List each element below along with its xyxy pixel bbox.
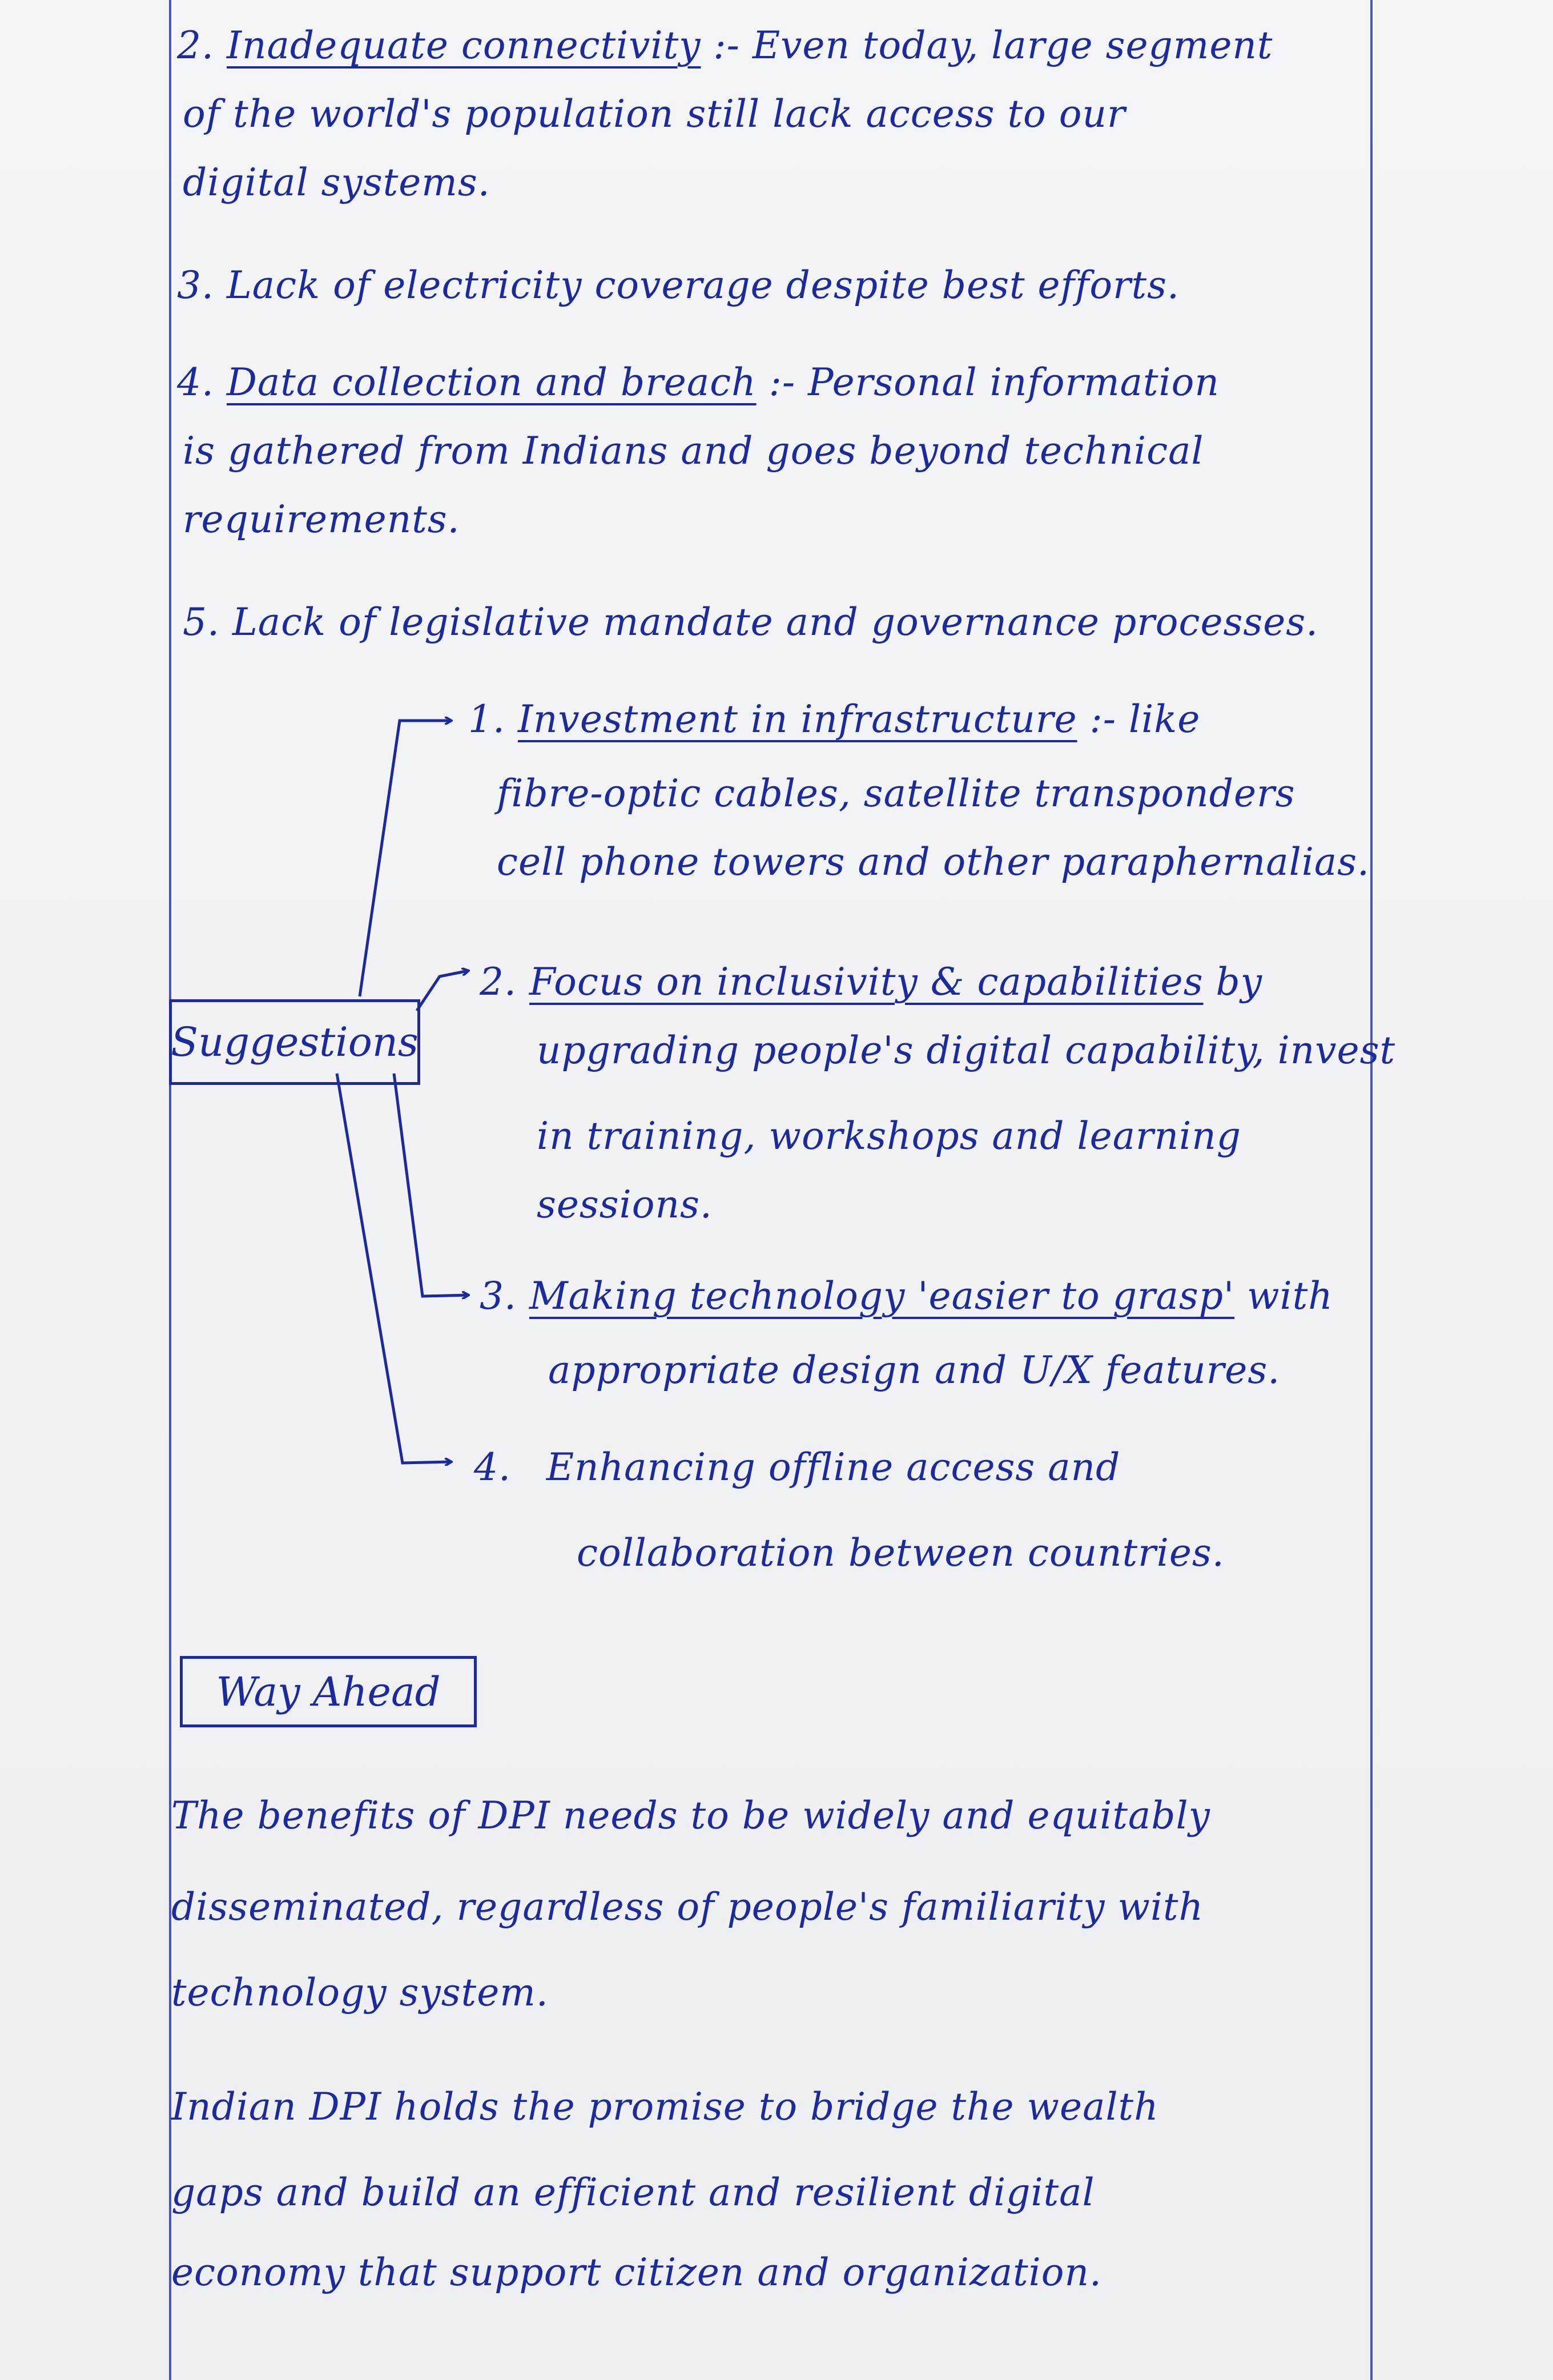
- way-ahead-heading: Way Ahead: [216, 1668, 441, 1715]
- issue-3-number: 3.: [177, 263, 214, 307]
- way-ahead-paragraph-2-line: gaps and build an efficient and resilient digital: [171, 2170, 1095, 2214]
- arrow-to-suggestion-3: [394, 1074, 468, 1296]
- issue-3-line: Lack of electricity coverage despite best efforts.: [226, 263, 1180, 307]
- suggestion-1-heading: [468, 685, 1200, 754]
- suggestions-label: Suggestions: [171, 1019, 419, 1066]
- issue-2-number: 2.: [177, 23, 214, 67]
- suggestion-2-heading: [480, 948, 1262, 1016]
- suggestion-1-number: 1.: [468, 697, 505, 741]
- issue-2-separator: :-: [713, 23, 740, 67]
- suggestion-4-line: collaboration between countries.: [577, 1531, 1225, 1575]
- suggestion-2-line: sessions.: [537, 1183, 713, 1227]
- suggestion-1-line: fibre-optic cables, satellite transponders: [497, 771, 1295, 815]
- suggestion-1-line: like: [1129, 697, 1201, 741]
- issue-2-line: Even today, large segment: [752, 23, 1273, 67]
- arrow-to-suggestion-1: [360, 721, 451, 996]
- way-ahead-paragraph-1-line: technology system.: [171, 1971, 549, 2015]
- suggestion-1-title: Investment in infrastructure: [517, 697, 1077, 741]
- suggestion-1-line: cell phone towers and other paraphernalias.: [497, 840, 1370, 884]
- suggestion-2-line: by: [1216, 960, 1263, 1004]
- way-ahead-paragraph-1-line: disseminated, regardless of people's familiarity with: [171, 1885, 1204, 1929]
- arrow-to-suggestion-4: [337, 1074, 451, 1463]
- issue-2-line: digital systems.: [183, 160, 490, 204]
- suggestions-box: [169, 999, 420, 1085]
- suggestion-3-line: with: [1247, 1274, 1333, 1318]
- way-ahead-paragraph-1-line: The benefits of DPI needs to be widely and equitably: [171, 1794, 1210, 1838]
- arrow-to-suggestion-2: [417, 971, 468, 1011]
- suggestion-3-heading: [480, 1262, 1333, 1330]
- suggestion-2-title: Focus on inclusivity & capabilities: [529, 960, 1204, 1004]
- issue-4-line: is gathered from Indians and goes beyond technical: [183, 429, 1204, 473]
- issue-4-number: 4.: [177, 360, 214, 404]
- suggestion-4-line: Enhancing offline access and: [546, 1445, 1121, 1489]
- suggestion-2-line: upgrading people's digital capability, invest: [537, 1028, 1395, 1072]
- issue-4-line: Personal information: [808, 360, 1220, 404]
- issue-2-title: Inadequate connectivity: [226, 23, 701, 67]
- way-ahead-paragraph-2-line: Indian DPI holds the promise to bridge the wealth: [171, 2085, 1159, 2129]
- way-ahead-paragraph-2-line: economy that support citizen and organization.: [171, 2250, 1102, 2294]
- suggestion-3-line: appropriate design and U/X features.: [548, 1348, 1281, 1392]
- suggestion-4-number: 4.: [474, 1445, 511, 1489]
- way-ahead-heading-box: [180, 1656, 477, 1727]
- issue-2-line: of the world's population still lack access to our: [183, 92, 1126, 136]
- suggestion-2-line: in training, workshops and learning: [537, 1114, 1241, 1158]
- issue-5-line: Lack of legislative mandate and governance processes.: [232, 600, 1319, 644]
- suggestion-4-heading: [474, 1433, 1120, 1502]
- suggestion-2-number: 2.: [480, 960, 517, 1004]
- issue-5-number: 5.: [183, 600, 220, 644]
- suggestion-3-number: 3.: [480, 1274, 517, 1318]
- issue-4-separator: :-: [769, 360, 796, 404]
- issue-4-title: Data collection and breach: [226, 360, 757, 404]
- suggestion-1-separator: :-: [1089, 697, 1117, 741]
- issue-4-line: requirements.: [183, 497, 460, 541]
- suggestion-3-title: Making technology 'easier to grasp': [529, 1274, 1235, 1318]
